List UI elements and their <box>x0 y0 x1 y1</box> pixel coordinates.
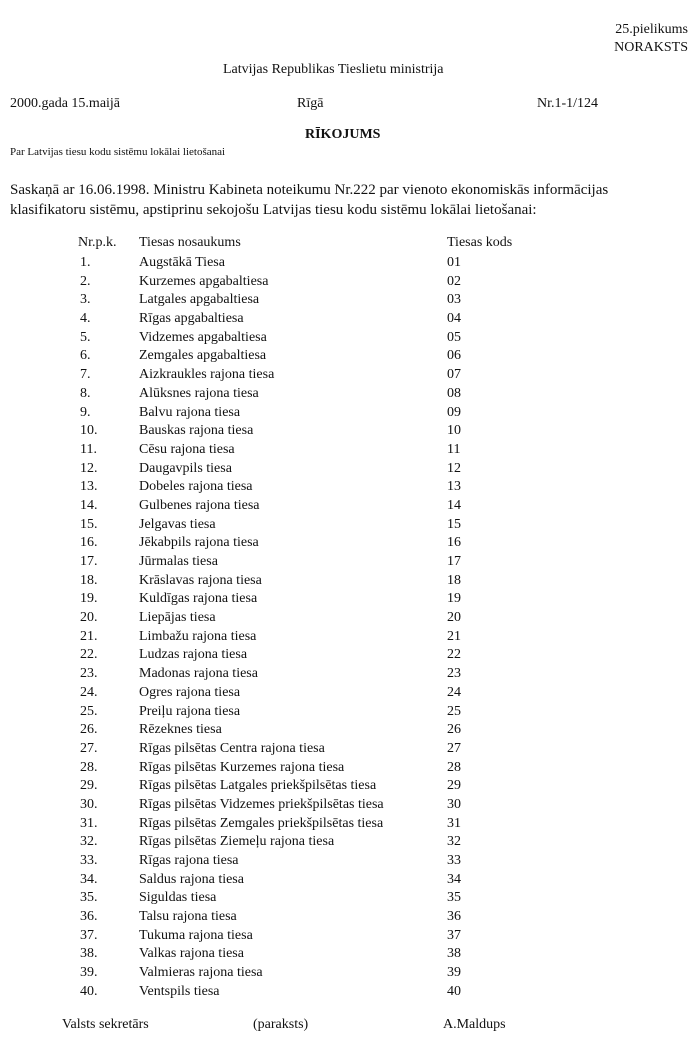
table-row <box>0 983 700 1002</box>
table-row <box>0 291 700 310</box>
table-row <box>0 628 700 647</box>
court-name: Rīgas pilsētas Ziemeļu rajona tiesa <box>139 834 335 850</box>
court-name: Rīgas pilsētas Kurzemes rajona tiesa <box>139 759 345 775</box>
court-name: Vidzemes apgabaltiesa <box>139 329 267 345</box>
table-row <box>0 422 700 441</box>
court-name: Rīgas pilsētas Centra rajona tiesa <box>139 740 325 756</box>
row-number: 21. <box>80 628 98 644</box>
table-row <box>0 347 700 366</box>
table-row <box>0 441 700 460</box>
row-number: 2. <box>80 273 91 289</box>
table-row <box>0 703 700 722</box>
row-number: 19. <box>80 591 98 607</box>
court-name: Ogres rajona tiesa <box>139 684 241 700</box>
row-number: 18. <box>80 572 98 588</box>
row-number: 3. <box>80 292 91 308</box>
court-name: Krāslavas rajona tiesa <box>139 572 262 588</box>
court-code: 02 <box>447 273 461 289</box>
row-number: 10. <box>80 423 98 439</box>
table-row <box>0 254 700 273</box>
court-name: Latgales apgabaltiesa <box>139 292 260 308</box>
court-code: 40 <box>447 983 461 999</box>
signature-mark: (paraksts) <box>253 1017 309 1032</box>
table-row <box>0 385 700 404</box>
table-row <box>0 927 700 946</box>
court-name: Daugavpils tiesa <box>139 460 232 476</box>
row-number: 36. <box>80 909 98 925</box>
row-number: 20. <box>80 610 98 626</box>
row-number: 17. <box>80 554 98 569</box>
header-court-code: Tiesas kods <box>447 235 513 250</box>
court-name: Jēkabpils rajona tiesa <box>139 535 259 551</box>
table-row <box>0 665 700 684</box>
row-number: 4. <box>80 311 91 327</box>
court-code: 16 <box>447 535 461 551</box>
intro-paragraph <box>10 180 690 220</box>
court-name: Zemgales apgabaltiesa <box>139 348 267 364</box>
document-place: Rīgā <box>297 96 324 111</box>
court-code: 38 <box>447 946 461 962</box>
court-name: Limbažu rajona tiesa <box>139 628 257 644</box>
court-code: 10 <box>447 423 461 439</box>
row-number: 7. <box>80 367 91 383</box>
row-number: 8. <box>80 385 91 401</box>
court-name: Balvu rajona tiesa <box>139 404 241 420</box>
row-number: 15. <box>80 516 98 532</box>
court-code: 09 <box>447 404 461 420</box>
row-number: 27. <box>80 740 98 756</box>
court-code: 01 <box>447 255 461 270</box>
court-code: 23 <box>447 666 461 682</box>
row-number: 28. <box>80 759 98 775</box>
court-code: 21 <box>447 628 461 644</box>
court-code: 24 <box>447 684 461 700</box>
court-name: Tukuma rajona tiesa <box>139 927 253 943</box>
court-code-table <box>0 254 700 1002</box>
row-number: 33. <box>80 853 98 868</box>
table-row <box>0 871 700 890</box>
court-code: 25 <box>447 703 461 719</box>
court-name: Rīgas pilsētas Zemgales priekšpilsētas tiesa <box>139 815 384 831</box>
court-name: Rīgas pilsētas Vidzemes priekšpilsētas tiesa <box>139 796 384 812</box>
row-number: 38. <box>80 946 98 962</box>
court-name: Alūksnes rajona tiesa <box>139 385 259 401</box>
annex-label: 25.pielikums <box>615 22 688 37</box>
court-name: Preiļu rajona tiesa <box>139 703 241 719</box>
intro-line: klasifikatoru sistēmu, apstiprinu sekojošu Latvijas tiesu kodu sistēmu lokālai lietošanai: <box>10 202 537 218</box>
court-code: 39 <box>447 965 461 981</box>
row-number: 14. <box>80 497 98 513</box>
court-name: Siguldas tiesa <box>139 890 217 906</box>
table-row <box>0 516 700 535</box>
table-row <box>0 590 700 609</box>
court-code: 29 <box>447 778 461 794</box>
table-row <box>0 404 700 423</box>
table-row <box>0 964 700 983</box>
header-number: Nr.p.k. <box>78 235 117 250</box>
court-name: Liepājas tiesa <box>139 610 216 626</box>
row-number: 24. <box>80 684 98 700</box>
table-row <box>0 273 700 292</box>
table-row <box>0 572 700 591</box>
court-name: Rīgas rajona tiesa <box>139 853 239 868</box>
court-name: Augstākā Tiesa <box>139 255 225 270</box>
court-code: 32 <box>447 834 461 850</box>
court-name: Rīgas pilsētas Latgales priekšpilsētas tiesa <box>139 778 377 794</box>
court-code: 15 <box>447 516 461 532</box>
court-code: 05 <box>447 329 461 345</box>
row-number: 40. <box>80 983 98 999</box>
table-row <box>0 460 700 479</box>
court-code: 12 <box>447 460 461 476</box>
court-code: 03 <box>447 292 461 308</box>
row-number: 26. <box>80 722 98 738</box>
document-subject: Par Latvijas tiesu kodu sistēmu lokālai lietošanai <box>10 146 226 158</box>
court-code: 17 <box>447 554 461 569</box>
table-row <box>0 366 700 385</box>
court-name: Ventspils tiesa <box>139 983 220 999</box>
court-name: Rīgas apgabaltiesa <box>139 311 244 327</box>
row-number: 16. <box>80 535 98 551</box>
document-date: 2000.gada 15.maijā <box>10 96 121 111</box>
table-row <box>0 497 700 516</box>
court-name: Rēzeknes tiesa <box>139 722 222 738</box>
row-number: 6. <box>80 348 91 364</box>
table-row <box>0 945 700 964</box>
court-code: 33 <box>447 853 461 868</box>
court-name: Jelgavas tiesa <box>139 516 216 532</box>
court-code: 20 <box>447 610 461 626</box>
court-code: 18 <box>447 572 461 588</box>
court-name: Ludzas rajona tiesa <box>139 647 248 663</box>
court-code: 04 <box>447 311 461 327</box>
row-number: 5. <box>80 329 91 345</box>
row-number: 9. <box>80 404 91 420</box>
court-name: Gulbenes rajona tiesa <box>139 497 260 513</box>
court-name: Valmieras rajona tiesa <box>139 965 263 981</box>
court-code: 08 <box>447 385 461 401</box>
table-row <box>0 796 700 815</box>
table-row <box>0 759 700 778</box>
court-code: 35 <box>447 890 461 906</box>
court-code: 06 <box>447 348 461 364</box>
court-name: Saldus rajona tiesa <box>139 871 244 887</box>
court-code: 30 <box>447 796 461 812</box>
court-name: Aizkraukles rajona tiesa <box>139 367 275 383</box>
row-number: 32. <box>80 834 98 850</box>
table-row <box>0 329 700 348</box>
row-number: 39. <box>80 965 98 981</box>
court-code: 28 <box>447 759 461 775</box>
court-code: 14 <box>447 497 461 513</box>
header-court-name: Tiesas nosaukums <box>139 235 241 250</box>
row-number: 30. <box>80 796 98 812</box>
table-row <box>0 478 700 497</box>
table-row <box>0 740 700 759</box>
court-name: Madonas rajona tiesa <box>139 666 258 682</box>
court-code: 31 <box>447 815 461 831</box>
document-number: Nr.1-1/124 <box>537 96 599 111</box>
table-row <box>0 889 700 908</box>
court-code: 13 <box>447 479 461 495</box>
table-row <box>0 833 700 852</box>
row-number: 25. <box>80 703 98 719</box>
court-name: Talsu rajona tiesa <box>139 909 237 925</box>
table-row <box>0 553 700 572</box>
signature-role: Valsts sekretārs <box>62 1017 149 1032</box>
table-row <box>0 609 700 628</box>
court-name: Kuldīgas rajona tiesa <box>139 591 258 607</box>
row-number: 37. <box>80 927 98 943</box>
court-name: Cēsu rajona tiesa <box>139 441 235 457</box>
table-row <box>0 646 700 665</box>
document-type: RĪKOJUMS <box>305 127 381 142</box>
table-row <box>0 908 700 927</box>
row-number: 12. <box>80 460 98 476</box>
table-row <box>0 852 700 871</box>
court-code: 27 <box>447 740 461 756</box>
intro-line: Saskaņā ar 16.06.1998. Ministru Kabineta noteikumu Nr.222 par vienoto ekonomiskās informācijas <box>10 182 609 198</box>
row-number: 22. <box>80 647 98 663</box>
row-number: 31. <box>80 815 98 831</box>
court-name: Dobeles rajona tiesa <box>139 479 253 495</box>
court-code: 34 <box>447 871 461 887</box>
table-row <box>0 310 700 329</box>
table-row <box>0 534 700 553</box>
row-number: 13. <box>80 479 98 495</box>
row-number: 23. <box>80 666 98 682</box>
court-code: 36 <box>447 909 461 925</box>
row-number: 35. <box>80 890 98 906</box>
court-code: 22 <box>447 647 461 663</box>
court-code: 26 <box>447 722 461 738</box>
court-name: Bauskas rajona tiesa <box>139 423 254 439</box>
row-number: 1. <box>80 255 91 270</box>
court-name: Valkas rajona tiesa <box>139 946 244 962</box>
court-code: 37 <box>447 927 461 943</box>
ministry-name: Latvijas Republikas Tieslietu ministrija <box>223 62 444 77</box>
row-number: 34. <box>80 871 98 887</box>
table-row <box>0 815 700 834</box>
table-row <box>0 684 700 703</box>
court-code: 07 <box>447 367 461 383</box>
table-row <box>0 721 700 740</box>
signatory-name: A.Maldups <box>443 1017 506 1032</box>
court-code: 19 <box>447 591 461 607</box>
court-name: Jūrmalas tiesa <box>139 554 218 569</box>
table-row <box>0 777 700 796</box>
row-number: 29. <box>80 778 98 794</box>
row-number: 11. <box>80 441 97 457</box>
court-name: Kurzemes apgabaltiesa <box>139 273 269 289</box>
copy-mark: NORAKSTS <box>614 40 688 55</box>
court-code: 11 <box>447 441 461 457</box>
